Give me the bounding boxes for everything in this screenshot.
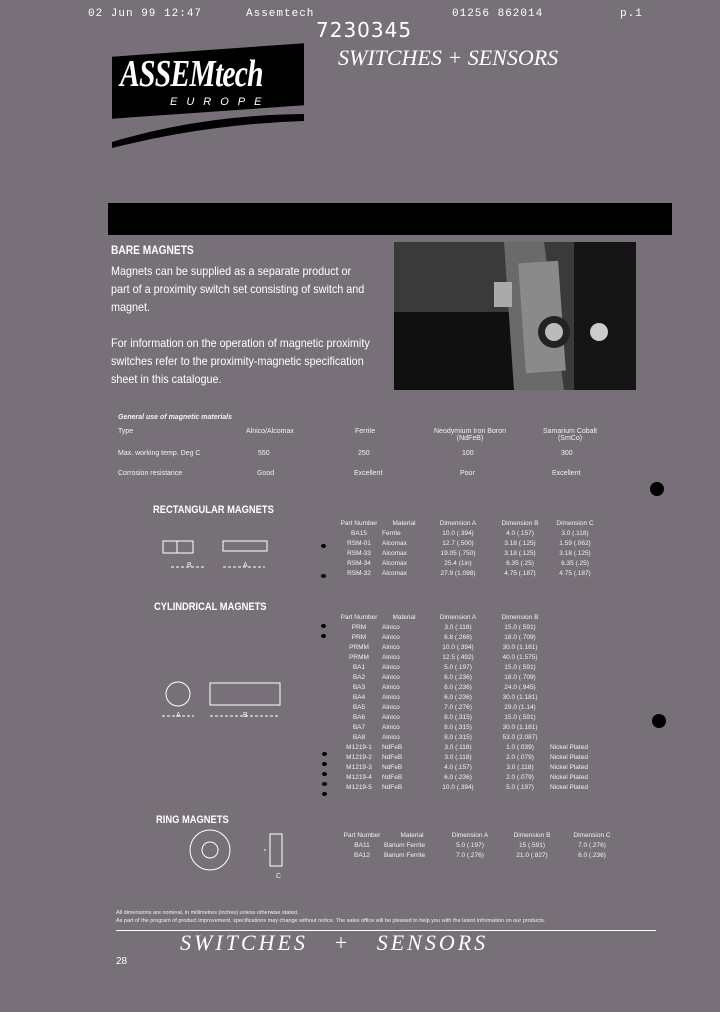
company-logo (112, 50, 304, 146)
col-header: Dimension C (573, 831, 611, 839)
footnote-2: As part of the program of product improvement, specifications may change without notice. The sales office will be pleased to help you with the latest information on our products. (116, 918, 546, 924)
intro-paragraph-2: For information on the operation of magnetic proximity switches refer to the proximity-magnetic specification sheet in this catalogue. (111, 336, 370, 386)
col-header: Dimension A (451, 831, 489, 839)
table-row: BA6 Alnico 8.0 (.315) 15.0 (.591) (352, 713, 536, 721)
footer-tagline: SWITCHES + SENSORS (180, 930, 489, 955)
dim-label-c: C (276, 873, 282, 880)
switch-photo-image (394, 242, 636, 390)
table-row: M1219-5 NdFeB 10.0 (.394) 5.0 (.197) Nickel Plated (346, 783, 588, 791)
rectangular-table (336, 518, 600, 578)
page-number: 28 (116, 956, 128, 967)
table-row: PRM Alnico 6.8 (.268) 18.0 (.709) (351, 633, 536, 641)
materials-header-ferrite: Ferrite (355, 428, 376, 435)
table-row: BA7 Alnico 8.0 (.315) 30.0 (1.181) (352, 723, 538, 731)
ring-table (340, 830, 620, 860)
materials-header-ndfeb: Neodymium Iron Boron (NdFeB) (434, 428, 506, 442)
logo-subtext: EUROPE (170, 96, 271, 108)
col-header: Part Number (340, 613, 378, 621)
table-row: BA8 Alnico 8.0 (.315) 53.0 (2.087) (352, 733, 538, 741)
title-band (108, 203, 672, 235)
bullet-marker (321, 544, 326, 548)
table-row: PRMM Alnico 10.0 (.394) 30.0 (1.181) (349, 643, 538, 651)
col-header: Dimension B (501, 519, 539, 527)
col-header: Part Number (343, 831, 381, 839)
table-row: BA3 Alnico 6.0 (.236) 24.0 (.945) (352, 683, 536, 691)
product-photo (394, 242, 636, 390)
table-row: RSM-01 Alcomax 12.7 (.500) 3.18 (.125) 1.59 (.062) (347, 539, 591, 547)
bullet-marker (322, 752, 327, 756)
handwritten-reference: 7230345 (316, 18, 413, 42)
col-header: Material (392, 613, 416, 621)
table-row: PRMM Alnico 12.5 (.492) 40.0 (1.575) (349, 653, 538, 661)
materials-header-alnico: Alnico/Alcomax (246, 428, 294, 435)
table-row: BA15 Ferrite 10.0 (.394) 4.0 (.157) 3.0 (.118) (351, 529, 589, 537)
table-row: M1219-1 NdFeB 3.0 (.118) 1.0 (.039) Nickel Plated (346, 743, 588, 751)
materials-cell: 100 (462, 450, 474, 457)
materials-cell: 300 (561, 450, 573, 457)
logo-text: ASSEMtech (120, 53, 263, 95)
table-row: M1219-3 NdFeB 4.0 (.157) 3.0 (.118) Nickel Plated (346, 763, 588, 771)
col-header: Material (392, 519, 416, 527)
col-header: Part Number (340, 519, 378, 527)
table-row: RSM-33 Alcomax 19.05 (.750) 3.18 (.125) 3.18 (.125) (347, 549, 591, 557)
bullet-marker (321, 634, 326, 638)
bullet-marker (322, 782, 327, 786)
dim-label-a: A (243, 562, 248, 569)
col-header: Dimension A (439, 613, 477, 621)
table-row: M1219-2 NdFeB 3.0 (.118) 2.0 (.079) Nickel Plated (346, 753, 588, 761)
col-header: Dimension C (556, 519, 594, 527)
header-tagline: SWITCHES + SENSORS (338, 45, 559, 70)
bullet-marker (321, 574, 326, 578)
fax-date: 02 Jun 99 12:47 (88, 8, 203, 20)
table-row: BA1 Alnico 5.0 (.197) 15.0 (.591) (352, 663, 536, 671)
cylindrical-table (336, 612, 610, 792)
table-row: M1219-4 NdFeB 6.0 (.236) 2.0 (.079) Nickel Plated (346, 773, 588, 781)
table-row: BA11 Barium Ferrite 5.0 (.197) 15 (.591) 7.0 (.276) (354, 841, 606, 849)
punch-hole (650, 482, 664, 496)
footnote-1: All dimensions are nominal, in millimetres (inches) unless otherwise stated. (116, 910, 299, 916)
materials-row-label: Corrosion resistance (118, 470, 183, 477)
ring-magnet-diagram (184, 828, 294, 878)
dim-label-b: B (243, 712, 248, 719)
materials-cell: Poor (460, 470, 475, 477)
materials-cell: 250 (358, 450, 370, 457)
materials-header-type: Type (118, 428, 134, 435)
bullet-marker (322, 792, 327, 796)
col-header: Material (400, 831, 424, 839)
table-row: RSM-32 Alcomax 27.9 (1.098) 4.75 (.187) 4.75 (.187) (347, 569, 591, 577)
section-title-ring: RING MAGNETS (156, 814, 229, 826)
bullet-marker (321, 624, 326, 628)
table-row: PRM Alnico 3.0 (.118) 15.0 (.591) (351, 623, 536, 631)
col-header: Dimension B (501, 613, 539, 621)
fax-phone: 01256 862014 (452, 8, 544, 20)
materials-cell: 550 (258, 450, 270, 457)
bullet-marker (322, 772, 327, 776)
fax-page: p.1 (620, 8, 643, 20)
bullet-marker (322, 762, 327, 766)
table-row: BA5 Alnico 7.0 (.276) 29.0 (1.14) (352, 703, 536, 711)
dim-label-b: B (187, 562, 192, 569)
table-row: BA12 Barium Ferrite 7.0 (.276) 21.0 (.827) 6.0 (.236) (354, 851, 606, 859)
section-title-rectangular: RECTANGULAR MAGNETS (153, 504, 274, 516)
col-header: Dimension A (439, 519, 477, 527)
intro-paragraph-1: Magnets can be supplied as a separate product or part of a proximity switch set consisting of switch and magnet. (111, 264, 365, 314)
materials-cell: Excellent (354, 470, 383, 477)
punch-hole (652, 714, 666, 728)
materials-header-smco: Samarium Cobalt (SmCo) (542, 428, 598, 442)
table-row: BA2 Alnico 6.0 (.236) 18.0 (.709) (352, 673, 536, 681)
table-row: RSM-34 Alcomax 25.4 (1in) 6.35 (.25) 6.35 (.25) (347, 559, 589, 567)
col-header: Dimension B (513, 831, 551, 839)
col-header (550, 612, 610, 622)
materials-cell: Excellent (552, 470, 581, 477)
rectangular-magnet-diagram (155, 537, 275, 577)
fax-sender: Assemtech (246, 8, 315, 20)
materials-cell: Good (257, 470, 275, 477)
section-title-bare-magnets: BARE MAGNETS (111, 243, 194, 257)
dim-label-a: A (176, 712, 181, 719)
table-row: BA4 Alnico 6.0 (.236) 30.0 (1.181) (352, 693, 538, 701)
section-title-cylindrical: CYLINDRICAL MAGNETS (154, 601, 267, 613)
materials-row-label: Max. working temp. Deg C (118, 450, 201, 457)
logo-swoosh (112, 110, 304, 150)
materials-title: General use of magnetic materials (118, 414, 232, 421)
